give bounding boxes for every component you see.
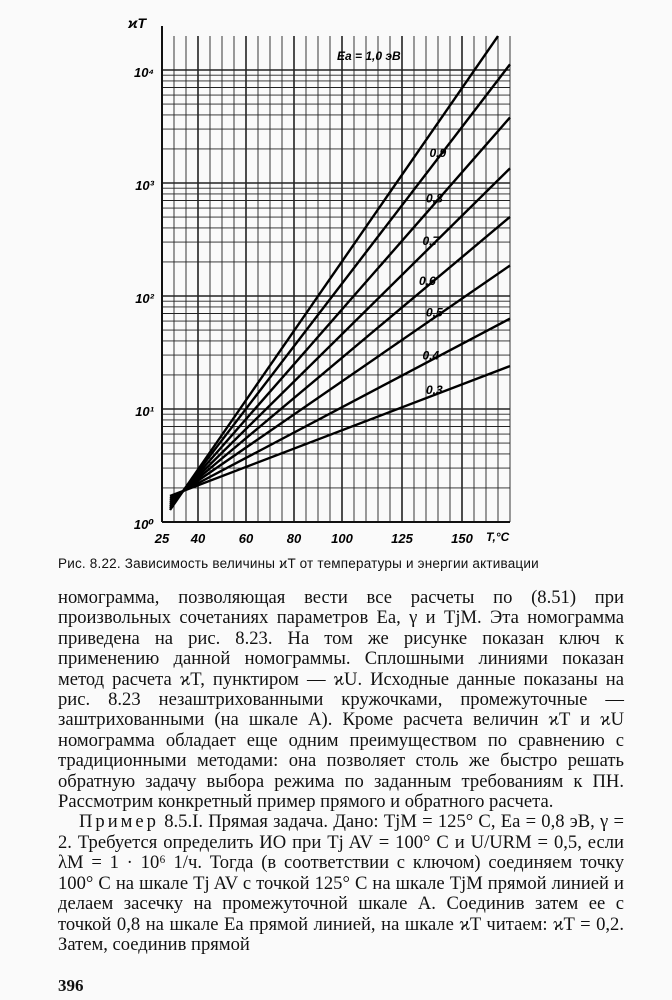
page-number: 396: [58, 976, 84, 995]
chart-series: [170, 36, 510, 510]
y-tick-label: 10⁰: [133, 517, 154, 532]
figure-caption: Рис. 8.22. Зависимость величины ϰT от температуры и энергии активации: [58, 556, 539, 571]
body-text: [58, 588, 624, 955]
example-label: Пример: [78, 811, 159, 833]
x-tick-label: 80: [286, 531, 302, 546]
y-tick-label: 10⁴: [133, 65, 154, 80]
series-label-0-6: 0,6: [419, 274, 436, 289]
legend-title: Ea = 1,0 эВ: [337, 49, 401, 63]
x-tick-label: 60: [238, 531, 254, 546]
series-label-0-7: 0,7: [422, 234, 440, 249]
series-label-0-3: 0,3: [425, 382, 443, 397]
series-line-0-6: [170, 217, 510, 502]
x-tick-label: 100: [331, 531, 353, 546]
x-tick-label: 25: [154, 531, 170, 546]
paragraph-1: номограмма, позволяющая вести все расчеты по (8.51) при произвольных сочетаниях параметров Ea, γ и TjM. Эта номограмма приведена на рис. 8.23. На том же рисунке показан ключ к применению данной номограммы. Сплошными линиями показан метод расчета ϰT, пунктиром — ϰU. Исходные данные показаны на рис. 8.23 незаштрихованными кружочками, промежуточные — заштрихованными (на шкале A). Кроме расчета величин ϰT и ϰU номограмма обладает еще одним преимуществом по сравнению с традиционными методами: она позволяет столь же быстро решать обратную задачу выбора режима по заданным требованиям к ПН. Рассмотрим конкретный пример прямого и обратного расчета.: [58, 587, 624, 813]
series-line-0-5: [170, 265, 510, 500]
x-tick-label: 125: [391, 531, 413, 546]
x-tick-label: 150: [451, 531, 473, 546]
example-text: 8.5.I. Прямая задача. Дано: TjM = 125° C, Ea = 0,8 эВ, γ = 2. Требуется определить ИО при Tj AV = 100° C и U/URM = 0,5, если λM = 1 · 10⁶ 1/ч. Тогда (в соответствии с ключом) соединяем точку 100° C на шкале Tj AV с точкой 125° C на шкале TjM прямой линией и делаем засечку на промежуточной шкале A. Соединив затем ее с точкой 0,8 на шкале Ea прямой линией, на шкале ϰT читаем: ϰT = 0,2. Затем, соединив прямой: [58, 811, 625, 955]
y-tick-label: 10¹: [135, 404, 154, 419]
y-axis-label: ϰT: [128, 15, 147, 31]
y-tick-label: 10²: [135, 291, 154, 306]
series-label-0-8: 0,8: [425, 191, 443, 206]
x-axis-label: T,°C: [486, 530, 510, 544]
x-tick-label: 40: [190, 531, 206, 546]
series-label-0-5: 0,5: [425, 305, 443, 320]
paragraph-2: [58, 812, 624, 955]
nomogram-chart: [100, 10, 630, 560]
series-line-0-8: [170, 117, 510, 506]
y-tick-label: 10³: [135, 178, 154, 193]
series-label-0-4: 0,4: [422, 348, 440, 363]
series-line-1-0: [170, 36, 498, 510]
series-label-0-9: 0,9: [429, 146, 447, 161]
series-line-0-3: [170, 366, 510, 496]
series-line-0-9: [170, 64, 510, 508]
